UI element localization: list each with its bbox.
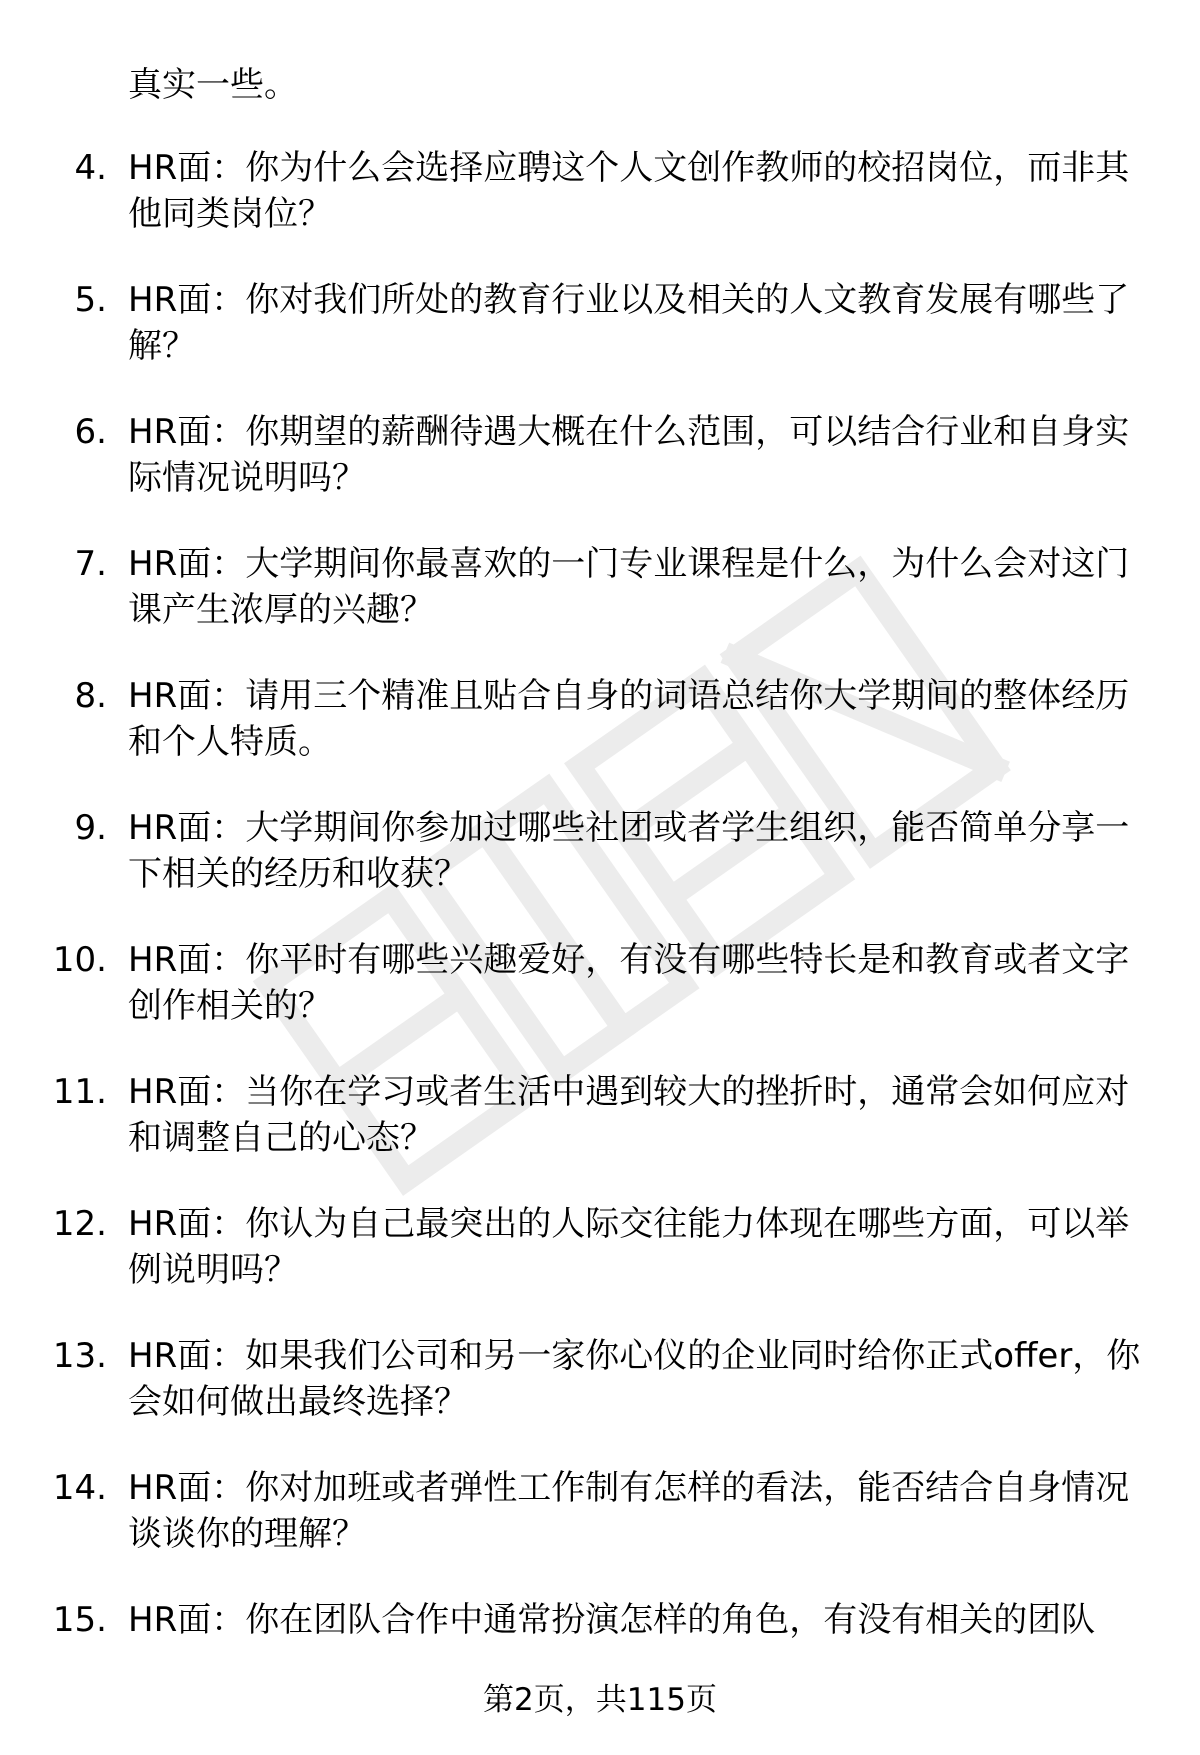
question-number: 10.	[52, 940, 107, 980]
question-item	[0, 1069, 1200, 1201]
question-text: HR面：你在团队合作中通常扮演怎样的角色，有没有相关的团队	[128, 1600, 1096, 1640]
question-item	[0, 1333, 1200, 1465]
question-item	[0, 805, 1200, 937]
question-number: 13.	[52, 1336, 107, 1376]
question-number: 4.	[74, 148, 107, 188]
question-item	[0, 1201, 1200, 1333]
question-item	[0, 145, 1200, 277]
question-text: HR面：你平时有哪些兴趣爱好，有没有哪些特长是和教育或者文字创作相关的？	[128, 940, 1130, 1026]
continuation-text: 真实一些。	[128, 65, 298, 105]
question-text: HR面：大学期间你最喜欢的一门专业课程是什么，为什么会对这门课产生浓厚的兴趣？	[128, 544, 1130, 630]
question-item	[0, 1465, 1200, 1597]
question-number: 9.	[74, 808, 107, 848]
question-number: 12.	[52, 1204, 107, 1244]
question-number: 11.	[52, 1072, 107, 1112]
question-number: 15.	[52, 1600, 107, 1640]
question-number: 5.	[74, 280, 107, 320]
question-text: HR面：你期望的薪酬待遇大概在什么范围，可以结合行业和自身实际情况说明吗？	[128, 412, 1130, 498]
question-number: 7.	[74, 544, 107, 584]
question-number: 14.	[52, 1468, 107, 1508]
question-text: HR面：你对加班或者弹性工作制有怎样的看法，能否结合自身情况谈谈你的理解？	[128, 1468, 1130, 1554]
question-item	[0, 937, 1200, 1069]
question-text: HR面：你为什么会选择应聘这个人文创作教师的校招岗位，而非其他同类岗位？	[128, 148, 1130, 234]
question-text: HR面：你对我们所处的教育行业以及相关的人文教育发展有哪些了解？	[128, 280, 1130, 366]
question-item	[0, 673, 1200, 805]
question-list	[0, 145, 1200, 1729]
page-footer: 第2页，共115页	[483, 1682, 717, 1718]
question-number: 8.	[74, 676, 107, 716]
question-item	[0, 409, 1200, 541]
question-text: HR面：大学期间你参加过哪些社团或者学生组织，能否简单分享一下相关的经历和收获？	[128, 808, 1130, 894]
question-number: 6.	[74, 412, 107, 452]
question-text: HR面：如果我们公司和另一家你心仪的企业同时给你正式offer，你会如何做出最终选择？	[128, 1336, 1141, 1422]
question-item	[0, 541, 1200, 673]
question-text: HR面：你认为自己最突出的人际交往能力体现在哪些方面，可以举例说明吗？	[128, 1204, 1130, 1290]
question-item	[0, 277, 1200, 409]
question-text: HR面：当你在学习或者生活中遇到较大的挫折时，通常会如何应对和调整自己的心态？	[128, 1072, 1130, 1158]
question-text: HR面：请用三个精准且贴合自身的词语总结你大学期间的整体经历和个人特质。	[128, 676, 1130, 762]
